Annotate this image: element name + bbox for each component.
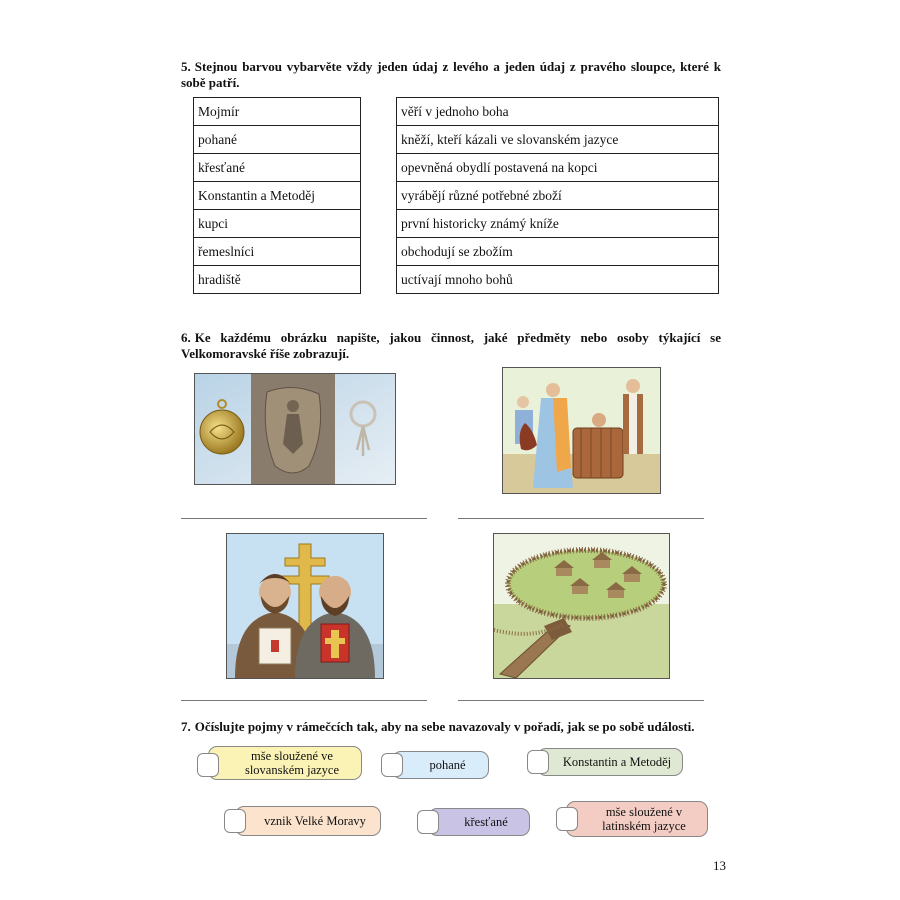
- saints-picture: [226, 533, 384, 679]
- q5-right-item[interactable]: opevněná obydlí postavená na kopci: [397, 154, 719, 182]
- q5-left-item[interactable]: Konstantin a Metoděj: [194, 182, 361, 210]
- q5-right-item[interactable]: uctívají mnoho bohů: [397, 266, 719, 294]
- term-box[interactable]: [566, 801, 708, 837]
- artifacts-picture: [194, 373, 396, 485]
- term-label: Konstantin a Metoděj: [562, 755, 672, 769]
- answer-line[interactable]: [181, 700, 427, 701]
- term-label: mše sloužené v latinském jazyce: [602, 805, 686, 833]
- answer-line[interactable]: [458, 518, 704, 519]
- answer-line[interactable]: [181, 518, 427, 519]
- order-number-box[interactable]: [556, 807, 578, 831]
- baptism-picture: [502, 367, 661, 494]
- term-label: pohané: [429, 758, 466, 772]
- term-label: vznik Velké Moravy: [264, 814, 366, 828]
- q5-right-item[interactable]: věří v jednoho boha: [397, 98, 719, 126]
- q5-right-item[interactable]: kněží, kteří kázali ve slovanském jazyce: [397, 126, 719, 154]
- order-number-box[interactable]: [527, 750, 549, 774]
- q5-left-item[interactable]: kupci: [194, 210, 361, 238]
- order-number-box[interactable]: [197, 753, 219, 777]
- term-box[interactable]: [537, 748, 683, 776]
- q5-left-item[interactable]: hradiště: [194, 266, 361, 294]
- q6-instruction: [181, 330, 721, 362]
- q5-right-item[interactable]: první historicky známý kníže: [397, 210, 719, 238]
- q5-right-item[interactable]: vyrábějí různé potřebné zboží: [397, 182, 719, 210]
- q6-text: Ke každému obrázku napište, jakou činnost, jaké předměty nebo osoby týkající se Velkomoravské říše zobrazují.: [181, 330, 721, 361]
- q6-number: 6.: [181, 330, 191, 345]
- q5-right-item[interactable]: obchodují se zbožím: [397, 238, 719, 266]
- order-number-box[interactable]: [224, 809, 246, 833]
- order-number-box[interactable]: [381, 753, 403, 777]
- term-label: mše sloužené ve slovanském jazyce: [244, 749, 340, 777]
- q5-left-item[interactable]: pohané: [194, 126, 361, 154]
- q7-text: Očíslujte pojmy v rámečcích tak, aby na sebe navazovaly v pořadí, jak se po sobě události.: [194, 719, 695, 734]
- q5-text: Stejnou barvou vybarvěte vždy jeden údaj z levého a jeden údaj z pravého sloupce, které k sobě patří.: [181, 59, 721, 90]
- answer-line[interactable]: [458, 700, 704, 701]
- q7-instruction: [181, 719, 721, 735]
- term-box[interactable]: [428, 808, 530, 836]
- term-box[interactable]: [235, 806, 381, 836]
- page-number: 13: [713, 858, 726, 873]
- term-box[interactable]: [392, 751, 489, 779]
- q5-left-item[interactable]: řemeslníci: [194, 238, 361, 266]
- q5-left-item[interactable]: křesťané: [194, 154, 361, 182]
- term-box[interactable]: [208, 746, 362, 780]
- q5-right-column: [396, 97, 719, 294]
- q5-left-column: [193, 97, 361, 294]
- q5-left-item[interactable]: Mojmír: [194, 98, 361, 126]
- hillfort-picture: [493, 533, 670, 679]
- q5-number: 5.: [181, 59, 191, 74]
- term-label: křesťané: [464, 815, 508, 829]
- q7-number: 7.: [181, 719, 191, 734]
- order-number-box[interactable]: [417, 810, 439, 834]
- q5-instruction: [181, 59, 721, 91]
